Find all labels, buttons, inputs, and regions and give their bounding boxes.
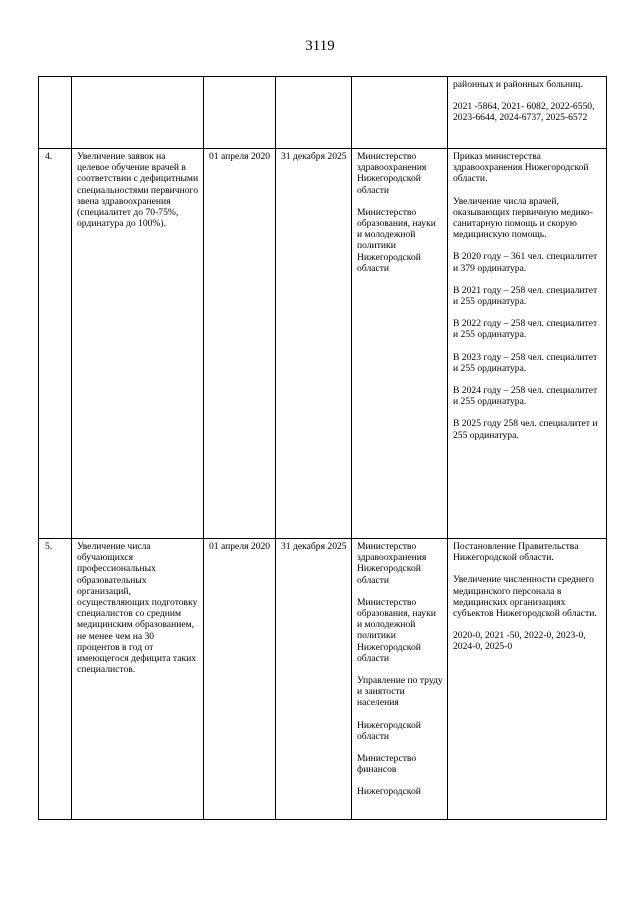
row-start-date: 01 апреля 2020 (204, 539, 276, 820)
row-end-date: 31 декабря 2025 (276, 149, 352, 539)
row-executors (352, 539, 448, 820)
row-start-date: 01 апреля 2020 (204, 149, 276, 539)
row-end-date (276, 77, 352, 149)
executor-text: Министерство здравоохранения Нижегородской области (357, 151, 427, 196)
row-description (72, 77, 204, 149)
row-results (448, 149, 607, 539)
result-text: районных и районных больниц. (453, 79, 583, 90)
result-text: Постановление Правительства Нижегородской области. (453, 541, 579, 564)
row-results (448, 539, 607, 820)
table-row (39, 77, 607, 149)
executor-text: Министерство здравоохранения Нижегородской области (357, 541, 427, 586)
result-text: 2020-0, 2021 -50, 2022-0, 2023-0, 2024-0, 2025-0 (453, 630, 586, 653)
result-text: Увеличение численности среднего медицинского персонала в медицинских организациях субъектов Нижегородской области. (453, 574, 597, 620)
measures-table (38, 76, 607, 820)
row-results (448, 77, 607, 149)
row-start-date (204, 77, 276, 149)
table-row (39, 149, 607, 539)
result-text: В 2024 году – 258 чел. специалитет и 255 ординатура. (453, 385, 598, 408)
row-number: 5. (39, 539, 72, 820)
executor-text: Министерство образования, науки и молодежной политики Нижегородской области (357, 206, 436, 274)
executor-text: Министерство образования, науки и молодежной политики Нижегородской области (357, 596, 436, 664)
row-description: Увеличение заявок на целевое обучение врачей в соответствии с дефицитными специальностями первичного звена здравоохранения (специалитет до 70-75%, ординатура до 100%). (72, 149, 204, 539)
result-text: В 2021 году – 258 чел. специалитет и 255 ординатура. (453, 284, 598, 308)
result-text: Приказ министерства здравоохранения Нижегородской области. (453, 151, 589, 185)
executor-text: Нижегородской (357, 786, 421, 798)
result-text: В 2022 году – 258 чел. специалитет и 255 ординатура. (453, 318, 598, 341)
table-body (39, 77, 607, 820)
row-number: 4. (39, 149, 72, 539)
row-number (39, 77, 72, 149)
row-end-date: 31 декабря 2025 (276, 539, 352, 820)
row-executors (352, 149, 448, 539)
row-executors (352, 77, 448, 149)
result-text: В 2025 году 258 чел. специалитет и 255 ординатура. (453, 418, 598, 441)
row-description: Увеличение числа обучающихся профессиональных образовательных организаций, осуществляющих подготовку специалистов со средним медицинским образованием, не менее чем на 30 процентов в год от имеющегося дефицита таких специалистов. (72, 539, 204, 820)
table-row (39, 539, 607, 820)
result-text: В 2020 году – 361 чел. специалитет и 379 ординатура. (453, 251, 598, 274)
result-text: Увеличение числа врачей, оказывающих первичную медико-санитарную помощь и скорую медицинскую помощь. (453, 195, 593, 241)
executor-text: Министерство финансов (357, 753, 417, 776)
executor-text: Нижегородской области (357, 719, 421, 742)
result-text: В 2023 году – 258 чел. специалитет и 255 ординатура. (453, 351, 598, 374)
result-text: 2021 -5864, 2021- 6082, 2022-6550, 2023-6644, 2024-6737, 2025-6572 (453, 101, 595, 124)
executor-text: Управление по труду и занятости населения (357, 675, 443, 709)
page-number: 3119 (305, 38, 335, 54)
